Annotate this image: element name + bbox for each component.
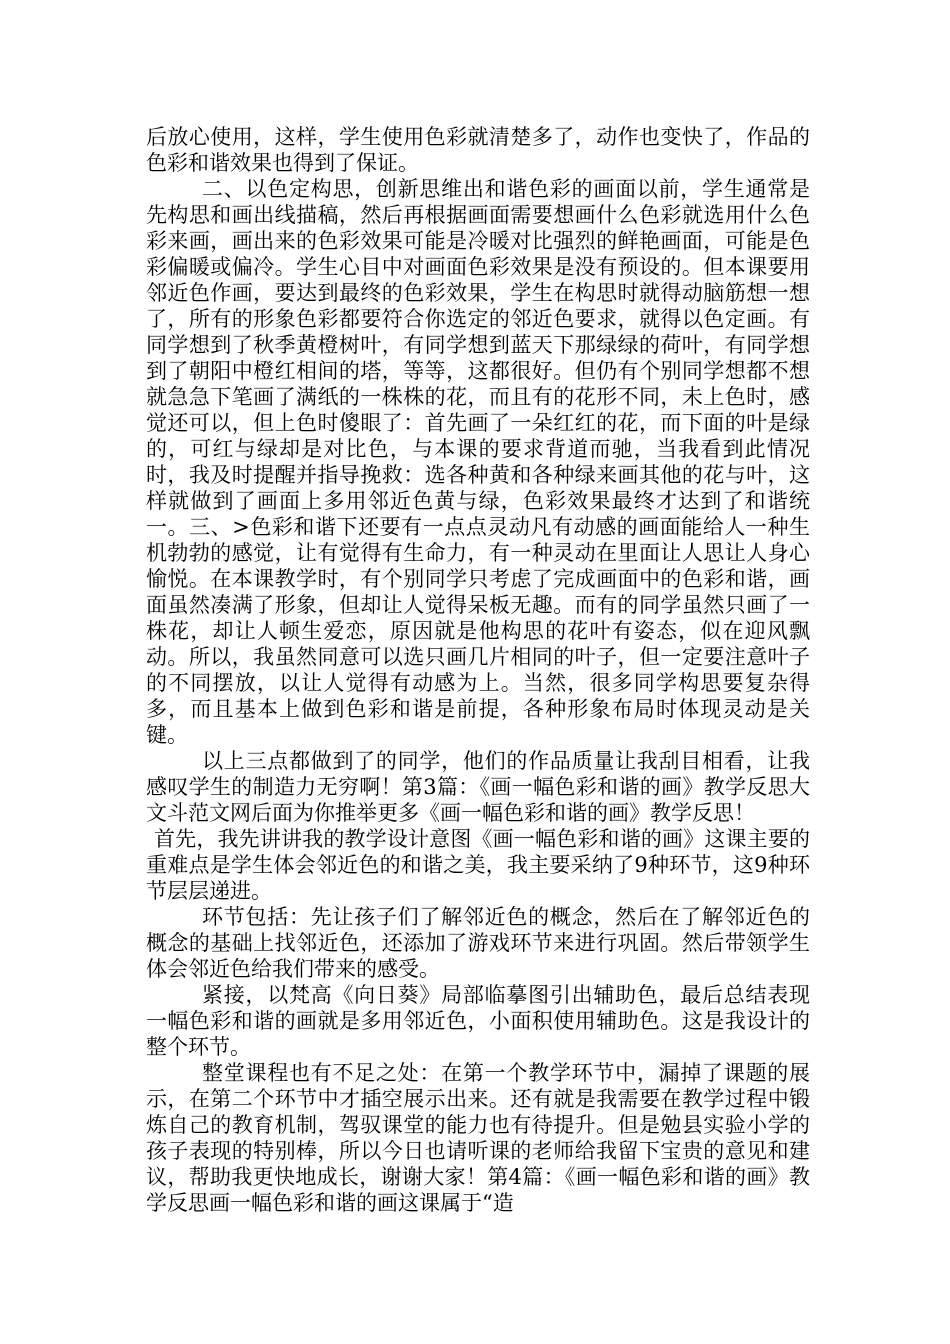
paragraph-5: 环节包括：先让孩子们了解邻近色的概念，然后在了解邻近色的概念的基础上找邻近色，还添加了游戏环节来进行巩固。然后带领学生体会邻近色给我们带来的感受。 <box>146 905 810 981</box>
paragraph-6: 紧接，以梵高《向日葵》局部临摹图引出辅助色，最后总结表现一幅色彩和谐的画就是多用邻近色，小面积使用辅助色。这是我设计的整个环节。 <box>146 983 810 1059</box>
document-body <box>146 124 810 1216</box>
paragraph-4: 首先，我先讲讲我的教学设计意图《画一幅色彩和谐的画》这课主要的重难点是学生体会邻近色的和谐之美，我主要采纳了9种环节，这9种环节层层递进。 <box>146 827 810 903</box>
paragraph-2: 二、以色定构思，创新思维出和谐色彩的画面以前，学生通常是先构思和画出线描稿，然后再根据画面需要想画什么色彩就选用什么色彩来画，画出来的色彩效果可能是冷暖对比强烈的鲜艳画面，可能是色彩偏暖或偏冷。学生心目中对画面色彩效果是没有预设的。但本课要用邻近色作画，要达到最终的色彩效果，学生在构思时就得动脑筋想一想了，所有的形象色彩都要符合你选定的邻近色要求，就得以色定画。有同学想到了秋季黄橙树叶，有同学想到蓝天下那绿绿的荷叶，有同学想到了朝阳中橙红相间的塔，等等，这都很好。但仍有个别同学想都不想就急急下笔画了满纸的一株株的花，而且有的花形不同，未上色时，感觉还可以，但上色时傻眼了：首先画了一朵红红的花，而下面的叶是绿的，可红与绿却是对比色，与本课的要求背道而驰，当我看到此情况时，我及时提醒并指导挽救：选各种黄和各种绿来画其他的花与叶，这样就做到了画面上多用邻近色黄与绿，色彩效果最终才达到了和谐统一。三、>色彩和谐下还要有一点点灵动凡有动感的画面能给人一种生机勃勃的感觉，让有觉得有生命力，有一种灵动在里面让人思让人身心愉悦。在本课教学时，有个别同学只考虑了完成画面中的色彩和谐，画面虽然凑满了形象，但却让人觉得呆板无趣。而有的同学虽然只画了一株花，却让人顿生爱恋，原因就是他构思的花叶有姿态，似在迎风飘动。所以，我虽然同意可以选只画几片相同的叶子，但一定要注意叶子的不同摆放，以让人觉得有动感为上。当然，很多同学构思要复杂得多，而且基本上做到色彩和谐是前提，各种形象布局时体现灵动是关键。 <box>146 177 810 747</box>
paragraph-1: 后放心使用，这样，学生使用色彩就清楚多了，动作也变快了，作品的色彩和谐效果也得到了保证。 <box>146 125 810 175</box>
paragraph-3: 以上三点都做到了的同学，他们的作品质量让我刮目相看，让我感叹学生的制造力无穷啊！第3篇：《画一幅色彩和谐的画》教学反思大文斗范文网后面为你推举更多《画一幅色彩和谐的画》教学反思！ <box>146 749 810 825</box>
paragraph-7: 整堂课程也有不足之处：在第一个教学环节中，漏掉了课题的展示，在第二个环节中才插空展示出来。还有就是我需要在教学过程中锻炼自己的教育机制，驾驭课堂的能力也有待提升。但是勉县实验小学的孩子表现的特别棒，所以今日也请听课的老师给我留下宝贵的意见和建议，帮助我更快地成长，谢谢大家！第4篇：《画一幅色彩和谐的画》教学反思画一幅色彩和谐的画这课属于“造 <box>146 1061 810 1215</box>
